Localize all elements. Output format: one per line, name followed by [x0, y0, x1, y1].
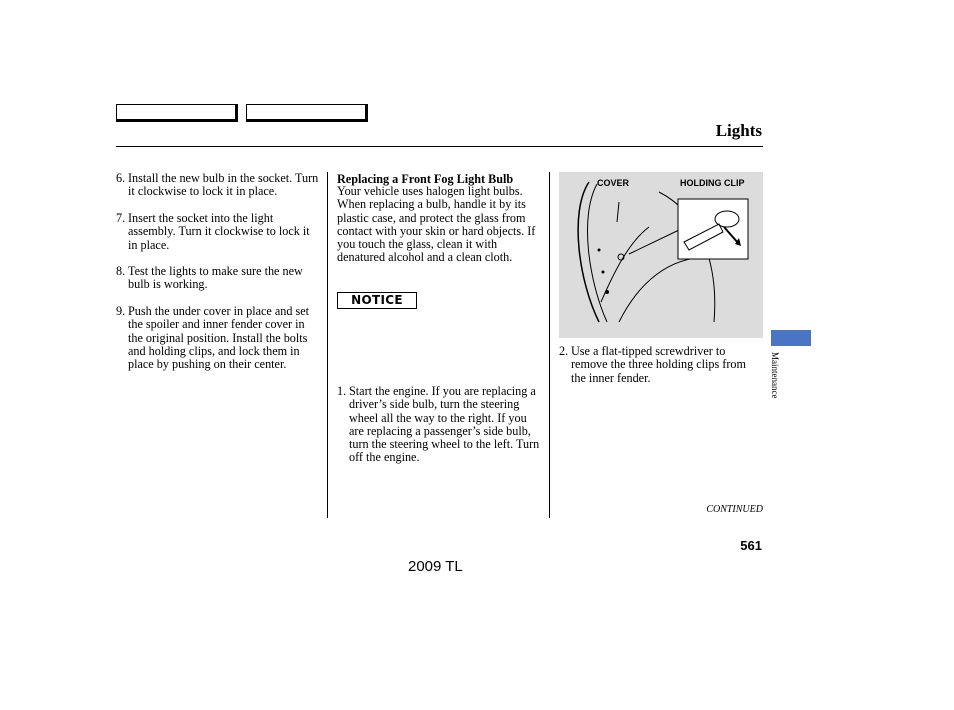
- continued-label: CONTINUED: [706, 504, 763, 515]
- notice-badge: NOTICE: [337, 292, 417, 309]
- step-2: 2. Use a flat-tipped screwdriver to remove the three holding clips from the inner fender.: [559, 344, 746, 385]
- intro-paragraph: Your vehicle uses halogen light bulbs. When replacing a bulb, handle it by its plastic case, and protect the glass from contact with your skin or hard objects. If you touch the glass, clean it with denatured alcohol and a clean cloth.: [337, 184, 536, 265]
- fender-illustration: [559, 172, 763, 338]
- model-label: 2009 TL: [408, 558, 463, 575]
- step-6: 6. Install the new bulb in the socket. Turn it clockwise to lock it in place.: [116, 171, 319, 199]
- section-tab-label: Maintenance: [770, 352, 780, 399]
- title-rule: [116, 146, 763, 147]
- column-divider-1: [327, 172, 328, 518]
- page-number: 561: [740, 538, 762, 553]
- nav-button-1[interactable]: [116, 104, 238, 122]
- step-8: 8. Test the lights to make sure the new bulb is working.: [116, 264, 303, 292]
- cover-label: COVER: [597, 178, 630, 188]
- step-1: 1. Start the engine. If you are replacing a driver’s side bulb, turn the steering wheel all the way to the right. If you are replacing a passenger’s side bulb, turn the steering wheel to the left. Turn off the engine.: [337, 384, 540, 465]
- nav-button-2[interactable]: [246, 104, 368, 122]
- section-heading: Replacing a Front Fog Light Bulb: [337, 172, 514, 186]
- step-9: 9. Push the under cover in place and set the spoiler and inner fender cover in the original position. Install the bolts and holding clips, and lock them in place by pushing on their center.: [116, 304, 310, 372]
- fender-drawing: [559, 172, 763, 338]
- step-7: 7. Insert the socket into the light assembly. Turn it clockwise to lock it in place.: [116, 211, 310, 252]
- column-divider-2: [549, 172, 550, 518]
- holding-clip-label: HOLDING CLIP: [680, 178, 745, 188]
- section-tab[interactable]: [771, 330, 811, 346]
- page-title: Lights: [715, 121, 762, 140]
